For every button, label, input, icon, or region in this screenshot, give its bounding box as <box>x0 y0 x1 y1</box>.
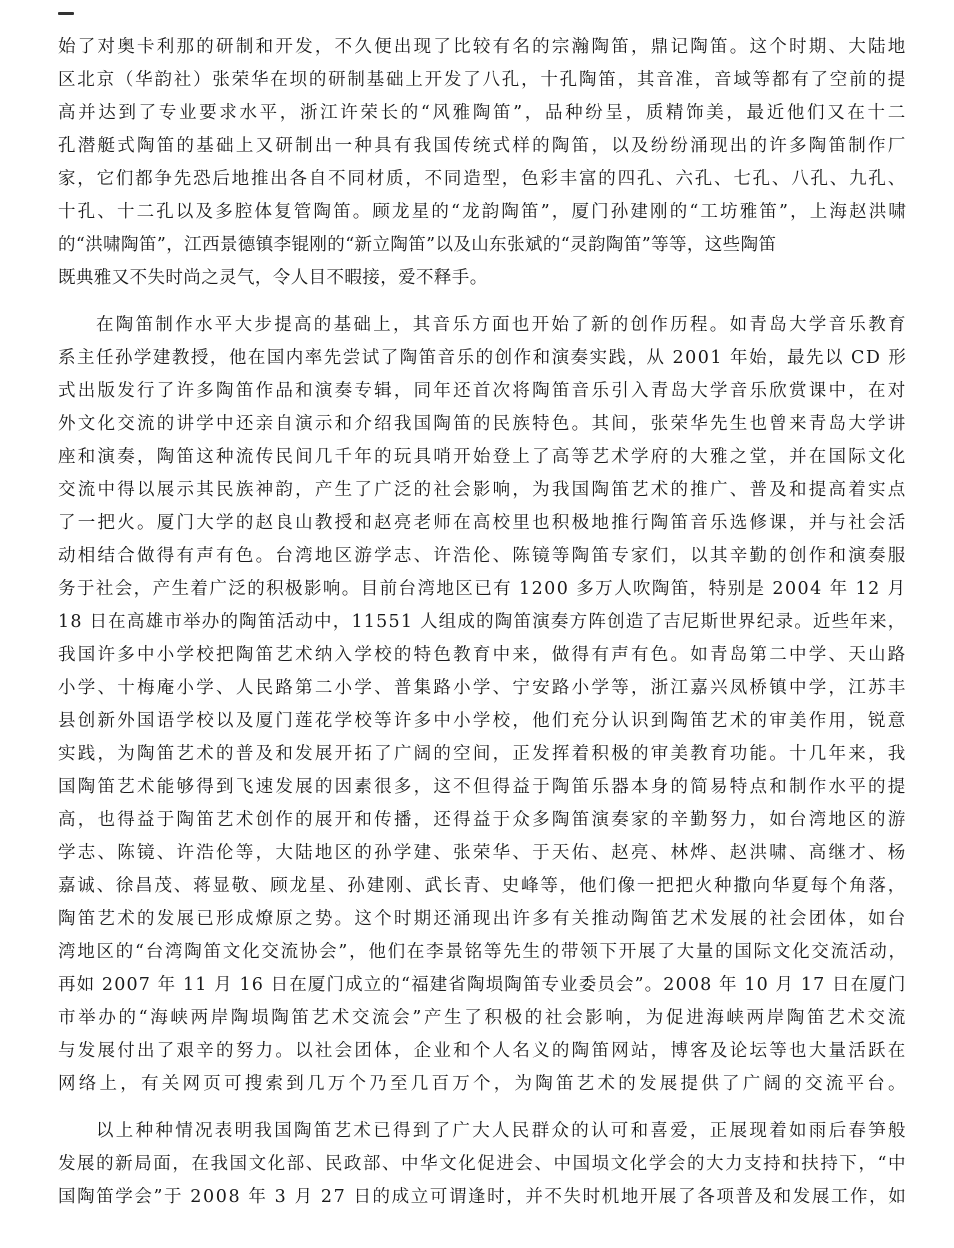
text-line: 学志、陈镜、许浩伦等，大陆地区的孙学建、张荣华、于天佑、赵亮、林烨、赵洪啸、高继才、杨 <box>58 843 908 863</box>
text-line: 国陶笛艺术能够得到飞速发展的因素很多，这不但得益于陶笛乐器本身的简易特点和制作水平的提 <box>58 777 908 797</box>
text-line: 高并达到了专业要求水平，浙江许荣长的“风雅陶笛”，品种纷呈，质精饰美，最近他们又在十二 <box>58 103 908 123</box>
text-line: 外文化交流的讲学中还亲自演示和介绍我国陶笛的民族特色。其间，张荣华先生也曾来青岛大学讲 <box>58 414 908 434</box>
text-line: 动相结合做得有声有色。台湾地区游学志、许浩伦、陈镜等陶笛专家们，以其辛勤的创作和演奏服 <box>58 546 908 566</box>
text-line: 的“洪啸陶笛”，江西景德镇李锟刚的“新立陶笛”以及山东张斌的“灵韵陶笛”等等，这些陶笛 <box>58 235 777 255</box>
text-line: 十孔、十二孔以及多腔体复管陶笛。顾龙星的“龙韵陶笛”，厦门孙建刚的“工坊雅笛”，上海赵洪啸 <box>58 202 909 222</box>
text-line: 湾地区的“台湾陶笛文化交流协会”，他们在李景铭等先生的带领下开展了大量的国际文化交流活动， <box>58 942 908 962</box>
text-line: 孔潜艇式陶笛的基础上又研制出一种具有我国传统式样的陶笛，以及纷纷涌现出的许多陶笛制作厂 <box>58 136 908 156</box>
text-line: 发展的新局面，在我国文化部、民政部、中华文化促进会、中国埙文化学会的大力支持和扶持下，“中 <box>58 1154 908 1174</box>
text-line: 陶笛艺术的发展已形成燎原之势。这个时期还涌现出许多有关推动陶笛艺术发展的社会团体，如台 <box>58 909 908 929</box>
scan-mark <box>58 12 74 15</box>
text-line: 小学、十梅庵小学、人民路第二小学、普集路小学、宁安路小学等，浙江嘉兴凤桥镇中学，江苏丰 <box>58 678 908 698</box>
text-line: 座和演奏，陶笛这种流传民间几千年的玩具哨开始登上了高等艺术学府的大雅之堂，并在国际文化 <box>58 447 908 467</box>
text-line: 务于社会，产生着广泛的积极影响。目前台湾地区已有 1200 多万人吹陶笛，特别是 2004 年 12 月 <box>58 579 907 599</box>
text-line: 县创新外国语学校以及厦门莲花学校等许多中小学校，他们充分认识到陶笛艺术的审美作用，锐意 <box>58 711 908 731</box>
text-line: 我国许多中小学校把陶笛艺术纳入学校的特色教育中来，做得有声有色。如青岛第二中学、天山路 <box>58 645 908 665</box>
text-line: 高，也得益于陶笛艺术创作的展开和传播，还得益于众多陶笛演奏家的辛勤努力，如台湾地区的游 <box>58 810 908 830</box>
text-line: 嘉诚、徐昌茂、蒋显敬、顾龙星、孙建刚、武长青、史峰等，他们像一把把火种撒向华夏每个角落， <box>58 876 907 896</box>
text-line: 与发展付出了艰辛的努力。以社会团体，企业和个人名义的陶笛网站，博客及论坛等也大量活跃在 <box>58 1041 908 1061</box>
text-line: 市举办的“海峡两岸陶埙陶笛艺术交流会”产生了积极的社会影响，为促进海峡两岸陶笛艺术交流 <box>58 1008 908 1028</box>
text-line: 式出版发行了许多陶笛作品和演奏专辑，同年还首次将陶笛音乐引入青岛大学音乐欣赏课中，在对 <box>58 381 908 401</box>
text-line: 始了对奥卡利那的研制和开发，不久便出现了比较有名的宗瀚陶笛，鼎记陶笛。这个时期、大陆地 <box>58 37 908 57</box>
text-line: 系主任孙学建教授，他在国内率先尝试了陶笛音乐的创作和演奏实践，从 2001 年始，最先以 CD 形 <box>58 348 908 368</box>
text-line: 家，它们都争先恐后地推出各自不同材质，不同造型，色彩丰富的四孔、六孔、七孔、八孔、九孔、 <box>58 169 907 189</box>
text-line: 网络上，有关网页可搜索到几万个乃至几百万个，为陶笛艺术的发展提供了广阔的交流平台。 <box>58 1074 909 1094</box>
text-line: 实践，为陶笛艺术的普及和发展开拓了广阔的空间，正发挥着积极的审美教育功能。十几年来，我 <box>58 744 908 764</box>
text-line: 既典雅又不失时尚之灵气，令人目不暇接，爱不释手。 <box>58 268 488 288</box>
text-line: 区北京（华韵社）张荣华在坝的研制基础上开发了八孔，十孔陶笛，其音准，音域等都有了空前的提 <box>58 70 907 90</box>
text-line: 以上种种情况表明我国陶笛艺术已得到了广大人民群众的认可和喜爱，正展现着如雨后春笋般 <box>96 1121 908 1141</box>
text-line: 再如 2007 年 11 月 16 日在厦门成立的“福建省陶埙陶笛专业委员会”。2008 年 10 月 17 日在厦门 <box>58 975 907 995</box>
text-line: 交流中得以展示其民族神韵，产生了广泛的社会影响，为我国陶笛艺术的推广、普及和提高着实点 <box>58 480 908 500</box>
text-line: 18 日在高雄市举办的陶笛活动中，11551 人组成的陶笛演奏方阵创造了吉尼斯世界纪录。近些年来， <box>58 612 907 632</box>
text-line: 了一把火。厦门大学的赵良山教授和赵亮老师在高校里也积极地推行陶笛音乐选修课，并与社会活 <box>58 513 908 533</box>
text-line: 在陶笛制作水平大步提高的基础上，其音乐方面也开始了新的创作历程。如青岛大学音乐教育 <box>96 315 908 335</box>
text-line: 国陶笛学会”于 2008 年 3 月 27 日的成立可谓逢时，并不失时机地开展了各项普及和发展工作，如 <box>58 1187 908 1207</box>
